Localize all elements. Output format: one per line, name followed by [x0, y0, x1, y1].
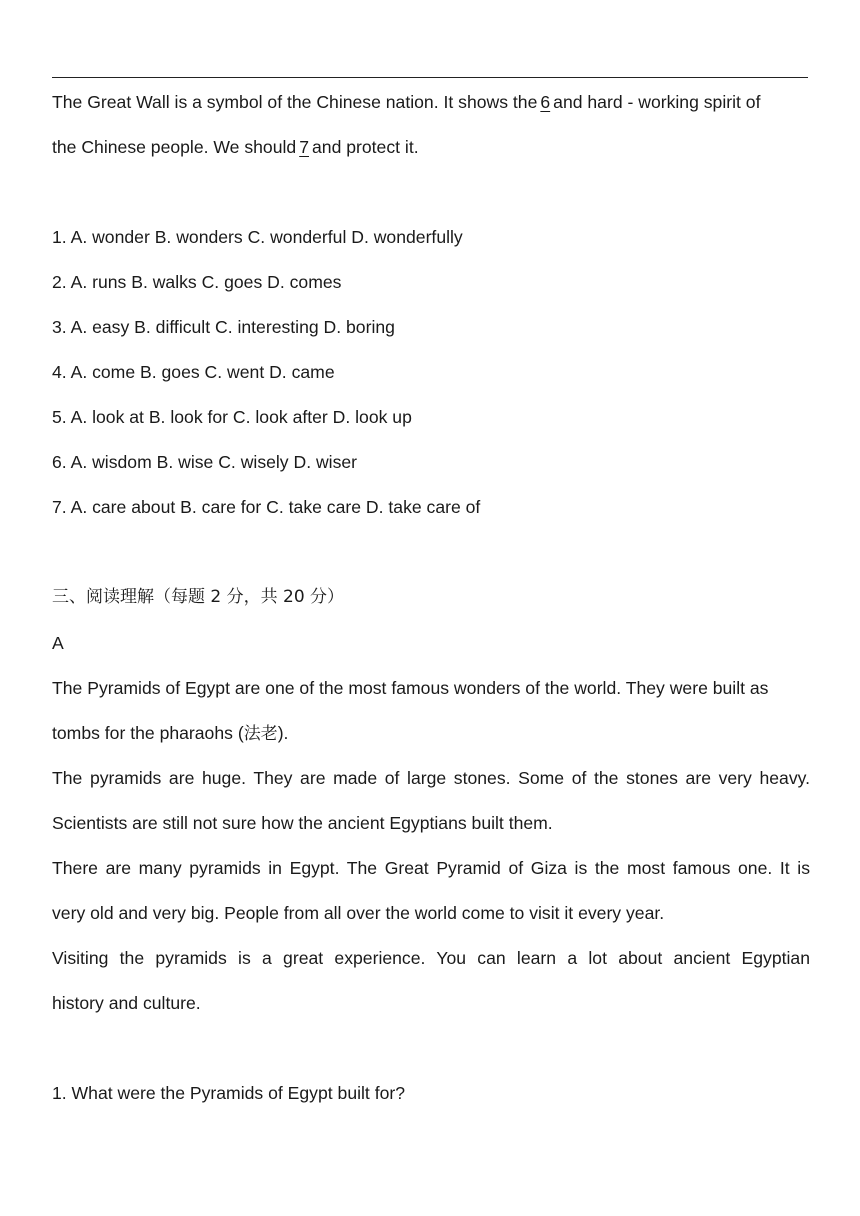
passage-line: The pyramids are huge. They are made of large stones. Some of the stones are very heavy.	[52, 768, 810, 788]
option-row: 6. A. wisdom B. wise C. wisely D. wiser	[52, 452, 358, 472]
option-row: 7. A. care about B. care for C. take care D. take care of	[52, 497, 481, 517]
option-row: 3. A. easy B. difficult C. interesting D. boring	[52, 317, 395, 337]
passage-line: very old and very big. People from all over the world come to visit it every year.	[52, 903, 665, 923]
option-row: 1. A. wonder B. wonders C. wonderful D. wonderfully	[52, 227, 463, 247]
passage-text: ).	[277, 723, 289, 743]
cloze-line-2	[52, 135, 810, 159]
passage-text: tombs for the pharaohs (	[52, 723, 244, 743]
passage-line: Scientists are still not sure how the ancient Egyptians built them.	[52, 813, 553, 833]
passage-text-cjk: 法老	[243, 724, 278, 744]
passage-line: There are many pyramids in Egypt. The Great Pyramid of Giza is the most famous one. It is	[52, 858, 810, 878]
cloze-text: and protect it.	[312, 137, 419, 157]
cloze-text: and hard - working spirit of	[553, 92, 761, 112]
cloze-line-1	[52, 90, 810, 114]
passage-line: history and culture.	[52, 993, 201, 1013]
option-row: 2. A. runs B. walks C. goes D. comes	[52, 272, 342, 292]
option-row: 5. A. look at B. look for C. look after D. look up	[52, 407, 412, 427]
option-row: 4. A. come B. goes C. went D. came	[52, 362, 335, 382]
blank-6: 6	[540, 92, 551, 112]
cloze-text: the Chinese people. We should	[52, 137, 297, 157]
section-title: 三、阅读理解（每题 2 分，共 20 分）	[52, 587, 345, 607]
question: 1. What were the Pyramids of Egypt built for?	[52, 1083, 406, 1103]
passage-label: A	[52, 633, 64, 653]
passage-line	[52, 721, 810, 746]
cloze-text: The Great Wall is a symbol of the Chinese nation. It shows the	[52, 92, 538, 112]
passage-line: Visiting the pyramids is a great experience. You can learn a lot about ancient Egyptian	[52, 948, 810, 968]
passage-line: The Pyramids of Egypt are one of the most famous wonders of the world. They were built as	[52, 678, 769, 698]
blank-7: 7	[299, 137, 309, 157]
header-rule	[52, 77, 808, 78]
